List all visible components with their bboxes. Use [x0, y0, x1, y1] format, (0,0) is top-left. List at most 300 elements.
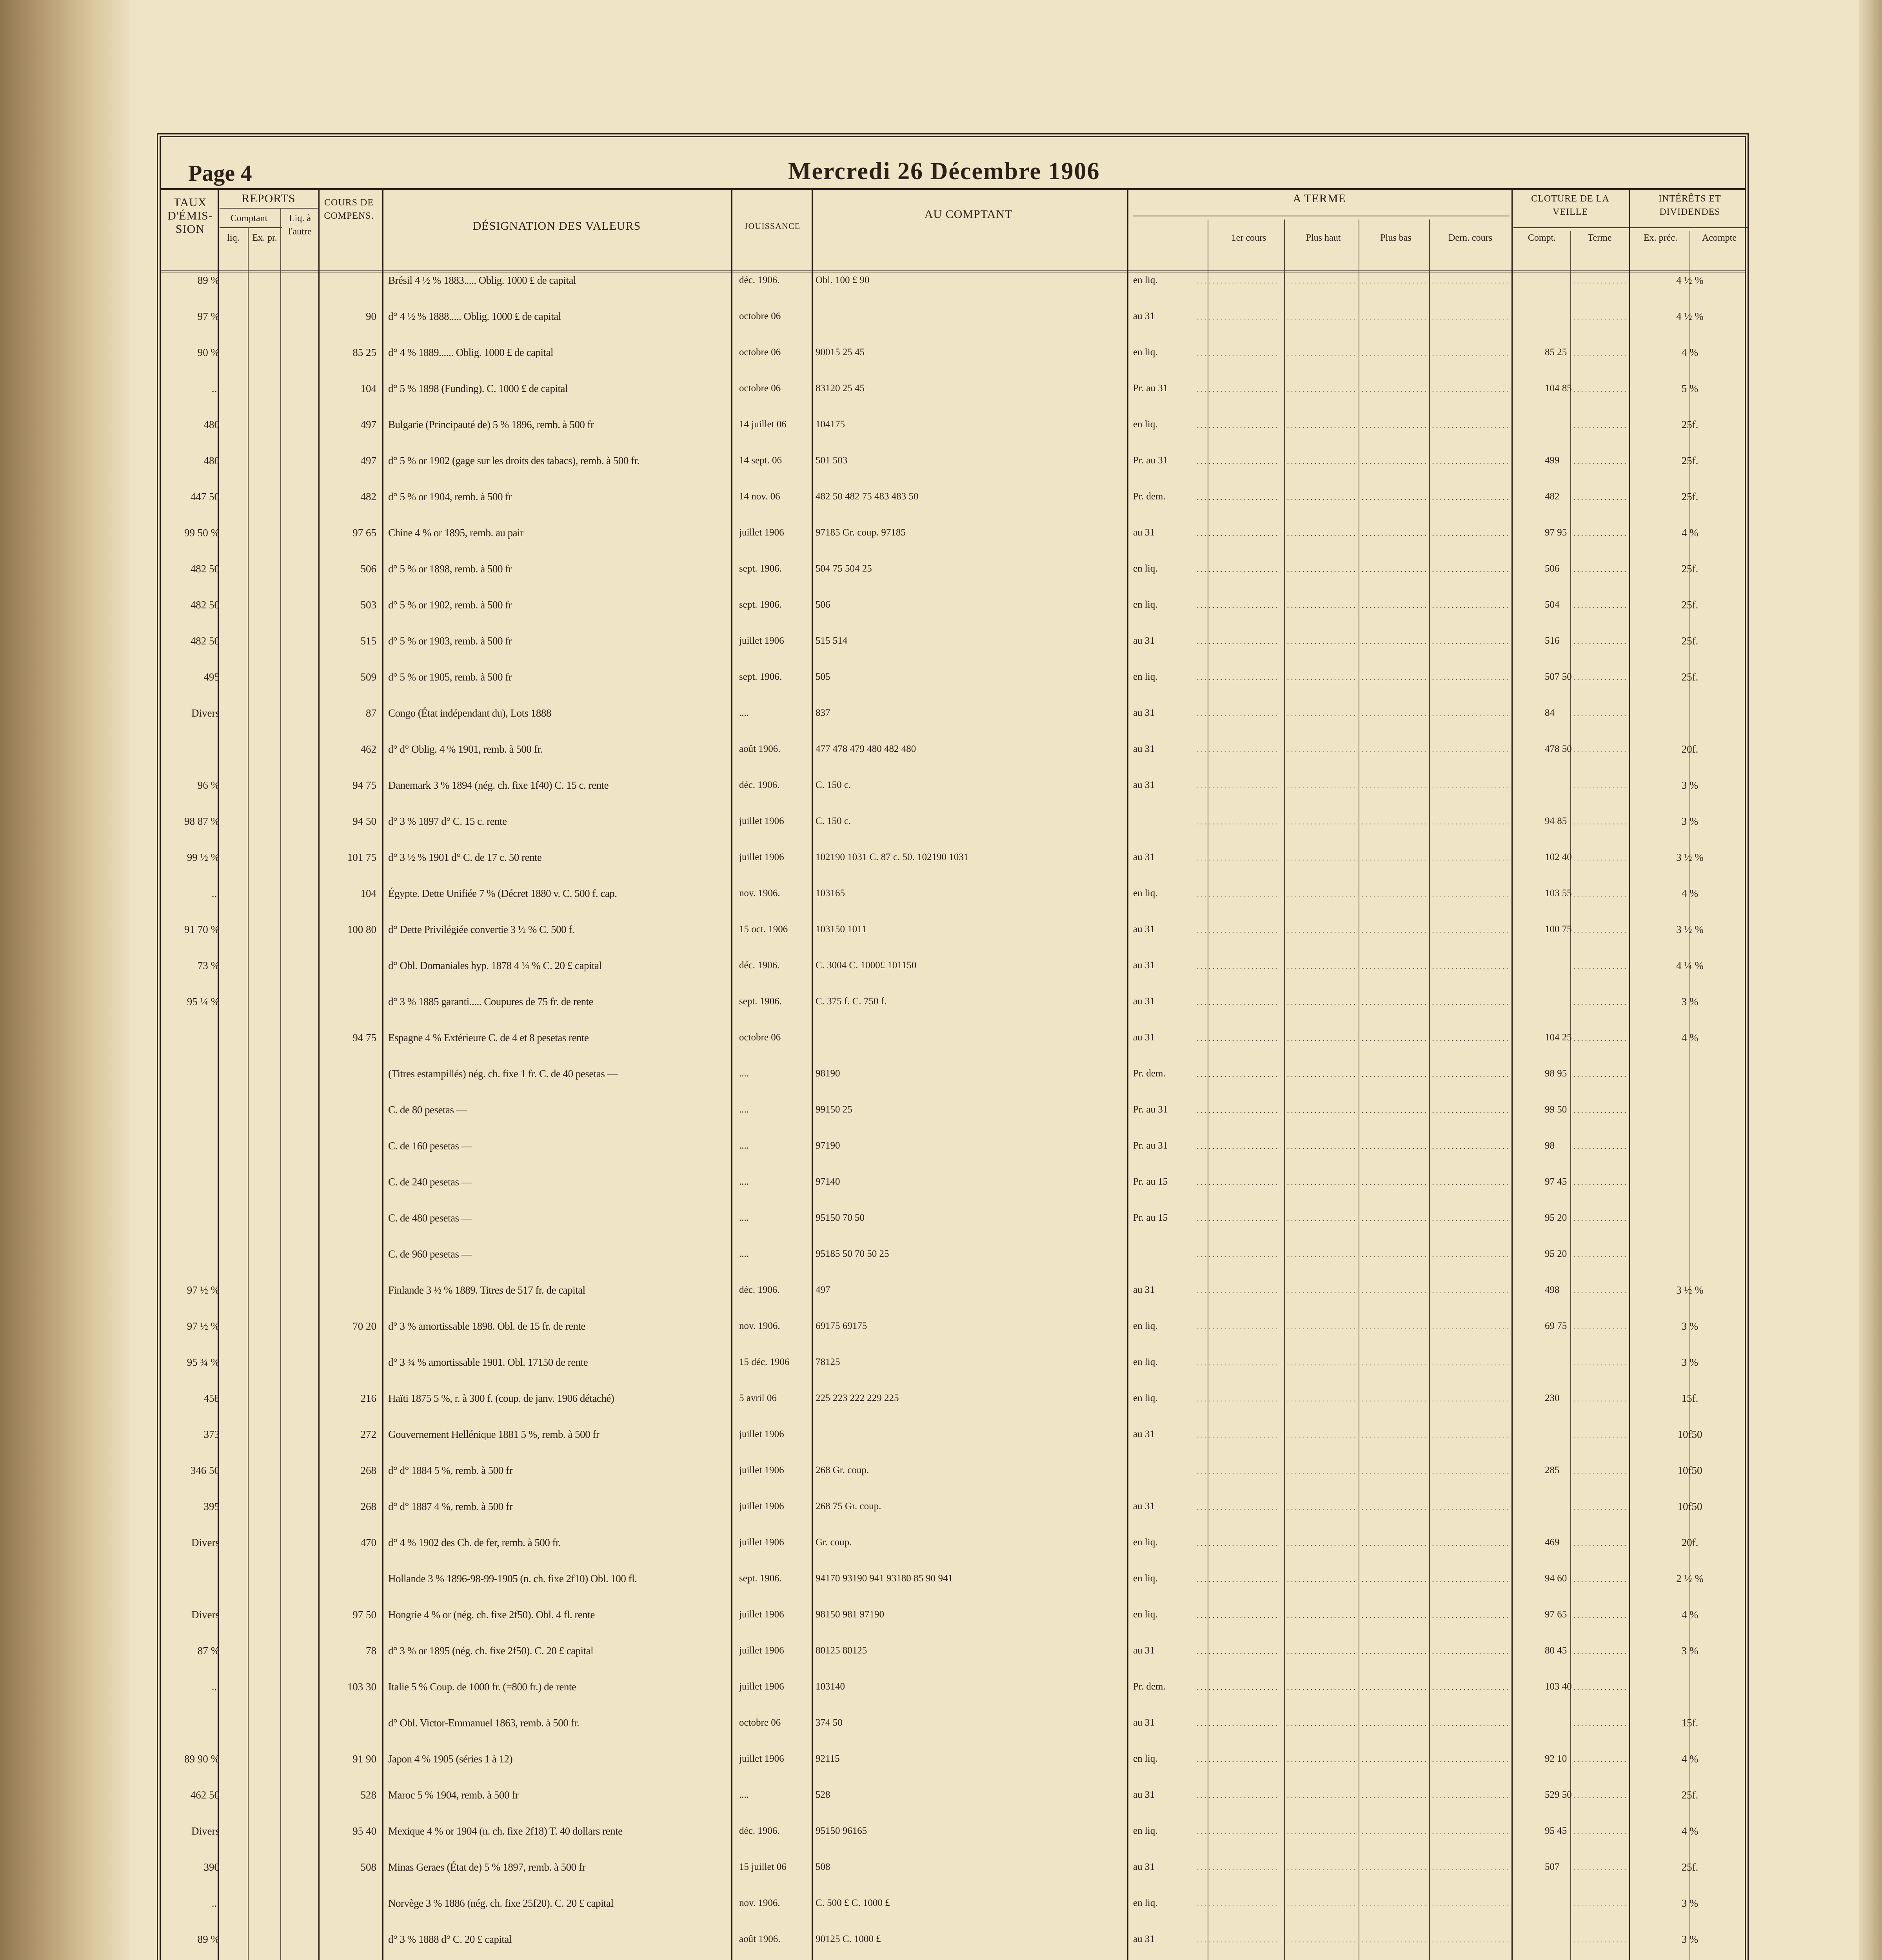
- row-taux: Divers: [191, 1609, 220, 1621]
- row-interet: 4 ½ %: [1676, 274, 1704, 286]
- dotted-leader: [1572, 679, 1627, 680]
- row-interet: 25f.: [1681, 671, 1699, 683]
- row-designation: Congo (État indépendant du), Lots 1888: [388, 707, 551, 719]
- dotted-leader: [1196, 355, 1278, 356]
- dotted-leader: [1572, 1581, 1627, 1582]
- row-au-comptant: 268 Gr. coup.: [816, 1465, 869, 1475]
- row-terme-label: en liq.: [1133, 1321, 1158, 1331]
- col-terme: Terme: [1588, 233, 1612, 243]
- row-interet: 25f.: [1681, 635, 1699, 647]
- dotted-leader: [1572, 715, 1627, 716]
- row-designation: d° 5 % or 1903, remb. à 500 fr: [388, 635, 512, 647]
- row-cours: 482: [360, 491, 376, 503]
- row-interet: 3 %: [1681, 1897, 1699, 1909]
- dotted-leader: [1361, 1653, 1427, 1654]
- row-jouissance: ....: [739, 1249, 749, 1259]
- row-cloture: 98 95: [1545, 1068, 1567, 1079]
- dotted-leader: [1196, 643, 1278, 644]
- dotted-leader: [1431, 1797, 1508, 1798]
- dotted-leader: [1286, 896, 1357, 897]
- row-au-comptant: 103150 1011: [816, 924, 867, 935]
- dotted-leader: [1572, 1797, 1627, 1798]
- row-cours: 503: [360, 599, 376, 611]
- dotted-leader: [1196, 1004, 1278, 1005]
- row-taux: 98 87 %: [184, 815, 220, 827]
- dotted-leader: [1196, 463, 1278, 464]
- row-au-comptant: 497: [816, 1285, 830, 1295]
- dotted-leader: [1572, 1833, 1627, 1834]
- row-jouissance: octobre 06: [739, 383, 781, 394]
- dotted-leader: [1431, 1653, 1508, 1654]
- table-row: [161, 1030, 1745, 1045]
- row-cours: 70 20: [352, 1320, 376, 1332]
- dotted-leader: [1361, 1725, 1427, 1726]
- dotted-leader: [1361, 1220, 1427, 1221]
- row-terme-label: Pr. dem.: [1133, 1681, 1166, 1692]
- table-row: [161, 741, 1745, 757]
- dotted-leader: [1431, 1545, 1508, 1546]
- row-designation: d° 3 ½ % 1901 d° C. de 17 c. 50 rente: [388, 851, 542, 863]
- dotted-leader: [1361, 427, 1427, 428]
- row-jouissance: déc. 1906.: [739, 1826, 780, 1836]
- dotted-leader: [1361, 391, 1427, 392]
- row-au-comptant: 97140: [816, 1176, 840, 1187]
- newspaper-page: [157, 133, 1749, 1960]
- row-terme-label: au 31: [1133, 527, 1155, 538]
- row-cloture: 478 50: [1545, 744, 1572, 754]
- dotted-leader: [1361, 1256, 1427, 1257]
- row-taux: ...: [211, 1681, 220, 1693]
- dotted-leader: [1361, 1004, 1427, 1005]
- dotted-leader: [1196, 1653, 1278, 1654]
- row-interet: 4 %: [1681, 527, 1699, 539]
- row-jouissance: ....: [739, 1212, 749, 1223]
- row-terme-label: Pr. au 15: [1133, 1176, 1168, 1187]
- dotted-leader: [1431, 1509, 1508, 1510]
- row-au-comptant: 90125 C. 1000 £: [816, 1934, 881, 1944]
- table-row: [161, 1102, 1745, 1118]
- row-terme-label: au 31: [1133, 960, 1155, 971]
- dotted-leader: [1361, 1545, 1427, 1546]
- row-au-comptant: C. 3004 C. 1000£ 101150: [816, 960, 917, 971]
- dotted-leader: [1196, 1328, 1278, 1329]
- dotted-leader: [1361, 1184, 1427, 1185]
- row-cloture: 482: [1545, 491, 1560, 502]
- row-designation: d° d° 1884 5 %, remb. à 500 fr: [388, 1465, 513, 1476]
- dotted-leader: [1196, 1689, 1278, 1690]
- dotted-leader: [1196, 571, 1278, 572]
- col-a-terme: A TERME: [1293, 192, 1346, 205]
- row-au-comptant: 69175 69175: [816, 1321, 867, 1331]
- row-interet: 4 ½ %: [1676, 310, 1704, 322]
- dotted-leader: [1286, 1617, 1357, 1618]
- row-cloture: 98: [1545, 1140, 1555, 1151]
- row-designation: Égypte. Dette Unifiée 7 % (Décret 1880 v. C. 500 f. cap.: [388, 887, 617, 899]
- table-row: [161, 1174, 1745, 1190]
- row-cours: 101 75: [347, 851, 376, 863]
- row-jouissance: juillet 1906: [739, 1465, 784, 1475]
- row-au-comptant: 504 75 504 25: [816, 563, 872, 574]
- page-header: [161, 137, 1745, 190]
- row-designation: C. de 80 pesetas —: [388, 1104, 467, 1116]
- row-au-comptant: C. 150 c.: [816, 780, 851, 790]
- row-jouissance: nov. 1906.: [739, 1321, 780, 1331]
- dotted-leader: [1286, 1004, 1357, 1005]
- row-cloture: 529 50: [1545, 1789, 1572, 1800]
- table-row: [161, 1390, 1745, 1406]
- row-taux: ...: [211, 887, 220, 899]
- row-jouissance: juillet 1906: [739, 635, 784, 646]
- col-liq: liq.: [227, 233, 240, 243]
- page-number: Page 4: [188, 160, 252, 186]
- row-cours: 268: [360, 1465, 376, 1476]
- row-terme-label: au 31: [1133, 1934, 1155, 1944]
- dotted-leader: [1431, 499, 1508, 500]
- dotted-leader: [1286, 1148, 1357, 1149]
- dotted-leader: [1431, 355, 1508, 356]
- row-taux: Divers: [191, 1825, 220, 1837]
- col-jouissance: JOUISSANCE: [744, 221, 801, 231]
- dotted-leader: [1196, 1040, 1278, 1041]
- row-cloture: 95 20: [1545, 1212, 1567, 1223]
- row-au-comptant: 268 75 Gr. coup.: [816, 1501, 881, 1512]
- row-jouissance: juillet 1906: [739, 1753, 784, 1764]
- row-designation: Italie 5 % Coup. de 1000 fr. (=800 fr.) de rente: [388, 1681, 576, 1693]
- row-designation: Maroc 5 % 1904, remb. à 500 fr: [388, 1789, 519, 1801]
- table-row: [161, 777, 1745, 793]
- dotted-leader: [1431, 1617, 1508, 1618]
- row-au-comptant: 103140: [816, 1681, 845, 1692]
- dotted-leader: [1572, 1076, 1627, 1077]
- row-jouissance: juillet 1906: [739, 1645, 784, 1656]
- dotted-leader: [1431, 1581, 1508, 1582]
- row-interet: 10f50: [1677, 1428, 1702, 1440]
- row-taux: 482 50: [190, 635, 220, 647]
- row-designation: Minas Geraes (État de) 5 % 1897, remb. à 500 fr: [388, 1861, 585, 1873]
- row-taux: 346 50: [190, 1465, 220, 1476]
- row-designation: d° 3 % amortissable 1898. Obl. de 15 fr. de rente: [388, 1320, 585, 1332]
- row-jouissance: octobre 06: [739, 1717, 781, 1728]
- row-jouissance: 14 nov. 06: [739, 491, 780, 502]
- row-taux: 480: [203, 419, 220, 430]
- dotted-leader: [1196, 968, 1278, 969]
- row-cloture: 103 55: [1545, 888, 1572, 898]
- row-taux: 482 50: [190, 599, 220, 611]
- table-row: [161, 1066, 1745, 1082]
- row-cloture: 80 45: [1545, 1645, 1567, 1656]
- row-cloture: 85 25: [1545, 347, 1567, 358]
- row-taux: 91 70 %: [184, 924, 220, 935]
- dotted-leader: [1431, 932, 1508, 933]
- dotted-leader: [1286, 1833, 1357, 1834]
- column-headers: [161, 188, 1745, 272]
- table-row: [161, 1463, 1745, 1478]
- row-terme-label: au 31: [1133, 1429, 1155, 1439]
- row-designation: d° 3 % 1885 garanti..... Coupures de 75 fr. de rente: [388, 996, 594, 1007]
- row-designation: C. de 960 pesetas —: [388, 1248, 472, 1260]
- row-cours: 100 80: [347, 924, 376, 935]
- table-row: [161, 1535, 1745, 1550]
- dotted-leader: [1286, 607, 1357, 608]
- table-row: [161, 1751, 1745, 1767]
- dotted-leader: [1286, 1545, 1357, 1546]
- row-terme-label: au 31: [1133, 1285, 1155, 1295]
- col-plus-haut: Plus haut: [1306, 233, 1341, 243]
- dotted-leader: [1196, 1725, 1278, 1726]
- row-jouissance: 15 déc. 1906: [739, 1357, 790, 1367]
- dotted-leader: [1572, 643, 1627, 644]
- row-cloture: 94 60: [1545, 1573, 1567, 1584]
- table-row: [161, 1859, 1745, 1875]
- row-terme-label: en liq.: [1133, 347, 1158, 358]
- row-designation: Haïti 1875 5 %, r. à 300 f. (coup. de janv. 1906 détaché): [388, 1392, 614, 1404]
- row-designation: d° 5 % or 1902, remb. à 500 fr: [388, 599, 512, 611]
- dotted-leader: [1572, 427, 1627, 428]
- dotted-leader: [1286, 1328, 1357, 1329]
- dotted-leader: [1196, 1833, 1278, 1834]
- dotted-leader: [1361, 1076, 1427, 1077]
- table-row: [161, 1931, 1745, 1947]
- row-jouissance: 5 avril 06: [739, 1393, 777, 1403]
- row-cours: 94 75: [352, 1032, 376, 1044]
- dotted-leader: [1361, 535, 1427, 536]
- dotted-leader: [1196, 391, 1278, 392]
- row-designation: Chine 4 % or 1895, remb. au pair: [388, 527, 523, 539]
- row-interet: 4 %: [1681, 1032, 1699, 1044]
- row-jouissance: ....: [739, 1789, 749, 1800]
- row-cours: 508: [360, 1861, 376, 1873]
- row-interet: 3 %: [1681, 779, 1699, 791]
- dotted-leader: [1286, 463, 1357, 464]
- row-taux: 395: [203, 1501, 220, 1512]
- row-interet: 25f.: [1681, 1861, 1699, 1873]
- dotted-leader: [1572, 355, 1627, 356]
- dotted-leader: [1361, 1761, 1427, 1762]
- row-terme-label: Pr. au 31: [1133, 455, 1168, 466]
- dotted-leader: [1196, 1148, 1278, 1149]
- dotted-leader: [1572, 607, 1627, 608]
- dotted-leader: [1286, 1725, 1357, 1726]
- row-terme-label: au 31: [1133, 924, 1155, 935]
- col-premier-cours: 1er cours: [1231, 233, 1266, 243]
- row-interet: 10f50: [1677, 1501, 1702, 1512]
- row-terme-label: au 31: [1133, 1789, 1155, 1800]
- dotted-leader: [1286, 1797, 1357, 1798]
- dotted-leader: [1196, 1473, 1278, 1474]
- row-interet: 10f50: [1677, 1465, 1702, 1476]
- row-jouissance: juillet 1906: [739, 1501, 784, 1512]
- dotted-leader: [1286, 1112, 1357, 1113]
- table-row: [161, 1246, 1745, 1262]
- row-terme-label: Pr. au 15: [1133, 1212, 1168, 1223]
- row-terme-label: Pr. au 31: [1133, 1104, 1168, 1115]
- dotted-leader: [1361, 643, 1427, 644]
- row-designation: d° 5 % or 1905, remb. à 500 fr: [388, 671, 512, 683]
- row-jouissance: nov. 1906.: [739, 1898, 780, 1908]
- row-cloture: 104 25: [1545, 1032, 1572, 1043]
- row-designation: d° Obl. Domaniales hyp. 1878 4 ¼ % C. 20 £ capital: [388, 960, 602, 971]
- row-interet: 3 %: [1681, 1356, 1699, 1368]
- row-interet: 2 ½ %: [1676, 1573, 1704, 1584]
- col-ex-prec: Ex. préc.: [1644, 233, 1677, 243]
- table-row: [161, 1571, 1745, 1586]
- dotted-leader: [1431, 1725, 1508, 1726]
- table-row: [161, 705, 1745, 721]
- table-row: [161, 525, 1745, 541]
- dotted-leader: [1361, 355, 1427, 356]
- row-taux: 97 ½ %: [187, 1320, 220, 1332]
- row-interet: 4 %: [1681, 1609, 1699, 1621]
- col-liq-autre: Liq. à l'autre: [288, 213, 312, 237]
- row-jouissance: nov. 1906.: [739, 888, 780, 898]
- row-au-comptant: 80125 80125: [816, 1645, 867, 1656]
- row-taux: 73 %: [197, 960, 220, 971]
- row-au-comptant: 95150 96165: [816, 1826, 867, 1836]
- dotted-leader: [1431, 1328, 1508, 1329]
- table-row: [161, 453, 1745, 468]
- row-terme-label: Pr. au 31: [1133, 1140, 1168, 1151]
- dotted-leader: [1431, 968, 1508, 969]
- row-au-comptant: 103165: [816, 888, 845, 898]
- dotted-leader: [1361, 1869, 1427, 1870]
- col-acompte: Acompte: [1702, 233, 1737, 243]
- dotted-leader: [1361, 1833, 1427, 1834]
- dotted-leader: [1572, 499, 1627, 500]
- row-interet: 3 %: [1681, 996, 1699, 1007]
- row-jouissance: déc. 1906.: [739, 780, 780, 790]
- table-row: [161, 1787, 1745, 1803]
- dotted-leader: [1286, 968, 1357, 969]
- row-taux: Divers: [191, 707, 220, 719]
- row-cloture: 506: [1545, 563, 1560, 574]
- page-edge: [1858, 0, 1882, 1960]
- row-taux: 95 ¼ %: [187, 996, 220, 1007]
- col-designation: DÉSIGNATION DES VALEURS: [472, 220, 641, 232]
- col-comptant-sub: Comptant: [230, 213, 268, 223]
- dotted-leader: [1572, 1184, 1627, 1185]
- row-au-comptant: 78125: [816, 1357, 840, 1367]
- row-interet: 15f.: [1681, 1717, 1699, 1729]
- table-row: [161, 994, 1745, 1009]
- col-plus-bas: Plus bas: [1380, 233, 1412, 243]
- row-cours: 216: [360, 1392, 376, 1404]
- row-jouissance: ....: [739, 1104, 749, 1115]
- row-cloture: 94 85: [1545, 816, 1567, 826]
- row-interet: 3 %: [1681, 1320, 1699, 1332]
- row-terme-label: en liq.: [1133, 1537, 1158, 1548]
- col-compt: Compt.: [1528, 233, 1556, 243]
- row-au-comptant: 501 503: [816, 455, 848, 466]
- row-cloture: 84: [1545, 708, 1555, 718]
- table-row: [161, 922, 1745, 937]
- dotted-leader: [1431, 1256, 1508, 1257]
- row-jouissance: sept. 1906.: [739, 599, 782, 610]
- row-cours: 104: [360, 887, 376, 899]
- dotted-leader: [1572, 751, 1627, 752]
- row-terme-label: en liq.: [1133, 1357, 1158, 1367]
- dotted-leader: [1286, 1761, 1357, 1762]
- dotted-leader: [1361, 463, 1427, 464]
- row-au-comptant: 95185 50 70 50 25: [816, 1249, 889, 1259]
- dotted-leader: [1196, 679, 1278, 680]
- row-cloture: 504: [1545, 599, 1560, 610]
- dotted-leader: [1196, 1761, 1278, 1762]
- row-au-comptant: 94170 93190 941 93180 85 90 941: [816, 1573, 953, 1584]
- dotted-leader: [1196, 751, 1278, 752]
- row-au-comptant: 90015 25 45: [816, 347, 865, 358]
- row-cloture: 97 95: [1545, 527, 1567, 538]
- dotted-leader: [1286, 355, 1357, 356]
- row-jouissance: déc. 1906.: [739, 1285, 780, 1295]
- row-cloture: 230: [1545, 1393, 1560, 1403]
- rule: [220, 227, 282, 228]
- row-jouissance: sept. 1906.: [739, 563, 782, 574]
- dotted-leader: [1286, 1653, 1357, 1654]
- row-cloture: 469: [1545, 1537, 1560, 1548]
- row-designation: Mexique 4 % or 1904 (n. ch. fixe 2f18) T. 40 dollars rente: [388, 1825, 623, 1837]
- row-jouissance: sept. 1906.: [739, 996, 782, 1007]
- dotted-leader: [1196, 715, 1278, 716]
- row-cours: 91 90: [352, 1753, 376, 1765]
- dotted-leader: [1572, 1761, 1627, 1762]
- row-cloture: 99 50: [1545, 1104, 1567, 1115]
- row-jouissance: juillet 1906: [739, 852, 784, 862]
- dotted-leader: [1572, 1689, 1627, 1690]
- row-designation: Hongrie 4 % or (nég. ch. fixe 2f50). Obl. 4 fl. rente: [388, 1609, 595, 1621]
- row-cloture: 507: [1545, 1862, 1560, 1872]
- row-cours: 509: [360, 671, 376, 683]
- row-interet: 3 %: [1681, 1933, 1699, 1945]
- dotted-leader: [1361, 896, 1427, 897]
- dotted-leader: [1196, 1581, 1278, 1582]
- row-taux: ...: [211, 383, 220, 394]
- dotted-leader: [1572, 535, 1627, 536]
- row-cloture: 285: [1545, 1465, 1560, 1475]
- row-cours: 94 75: [352, 779, 376, 791]
- row-terme-label: au 31: [1133, 708, 1155, 718]
- row-cours: 87: [366, 707, 376, 719]
- row-taux: 97 %: [197, 310, 220, 322]
- row-cours: 470: [360, 1537, 376, 1548]
- row-taux: 89 %: [197, 1933, 220, 1945]
- table-row: [161, 1210, 1745, 1226]
- dotted-leader: [1572, 1545, 1627, 1546]
- table-row: [161, 561, 1745, 577]
- row-interet: 25f.: [1681, 563, 1699, 575]
- row-cloture: 92 10: [1545, 1753, 1567, 1764]
- dotted-leader: [1361, 499, 1427, 500]
- row-jouissance: octobre 06: [739, 347, 781, 358]
- row-au-comptant: 83120 25 45: [816, 383, 865, 394]
- col-reports: REPORTS: [242, 192, 296, 205]
- row-taux: 87 %: [197, 1645, 220, 1657]
- row-jouissance: 15 oct. 1906: [739, 924, 788, 935]
- row-jouissance: 14 juillet 06: [739, 419, 787, 430]
- row-jouissance: déc. 1906.: [739, 275, 780, 285]
- dotted-leader: [1286, 427, 1357, 428]
- row-au-comptant: 98150 981 97190: [816, 1609, 884, 1620]
- row-jouissance: déc. 1906.: [739, 960, 780, 971]
- row-au-comptant: 374 50: [816, 1717, 843, 1728]
- row-terme-label: Pr. au 31: [1133, 383, 1168, 394]
- row-cours: 97 50: [352, 1609, 376, 1621]
- row-interet: 25f.: [1681, 455, 1699, 466]
- row-interet: 25f.: [1681, 491, 1699, 503]
- row-terme-label: au 31: [1133, 996, 1155, 1007]
- col-taux: TAUX D'ÉMIS-SION: [167, 196, 213, 236]
- row-designation: C. de 160 pesetas —: [388, 1140, 472, 1152]
- row-designation: d° d° 1887 4 %, remb. à 500 fr: [388, 1501, 513, 1512]
